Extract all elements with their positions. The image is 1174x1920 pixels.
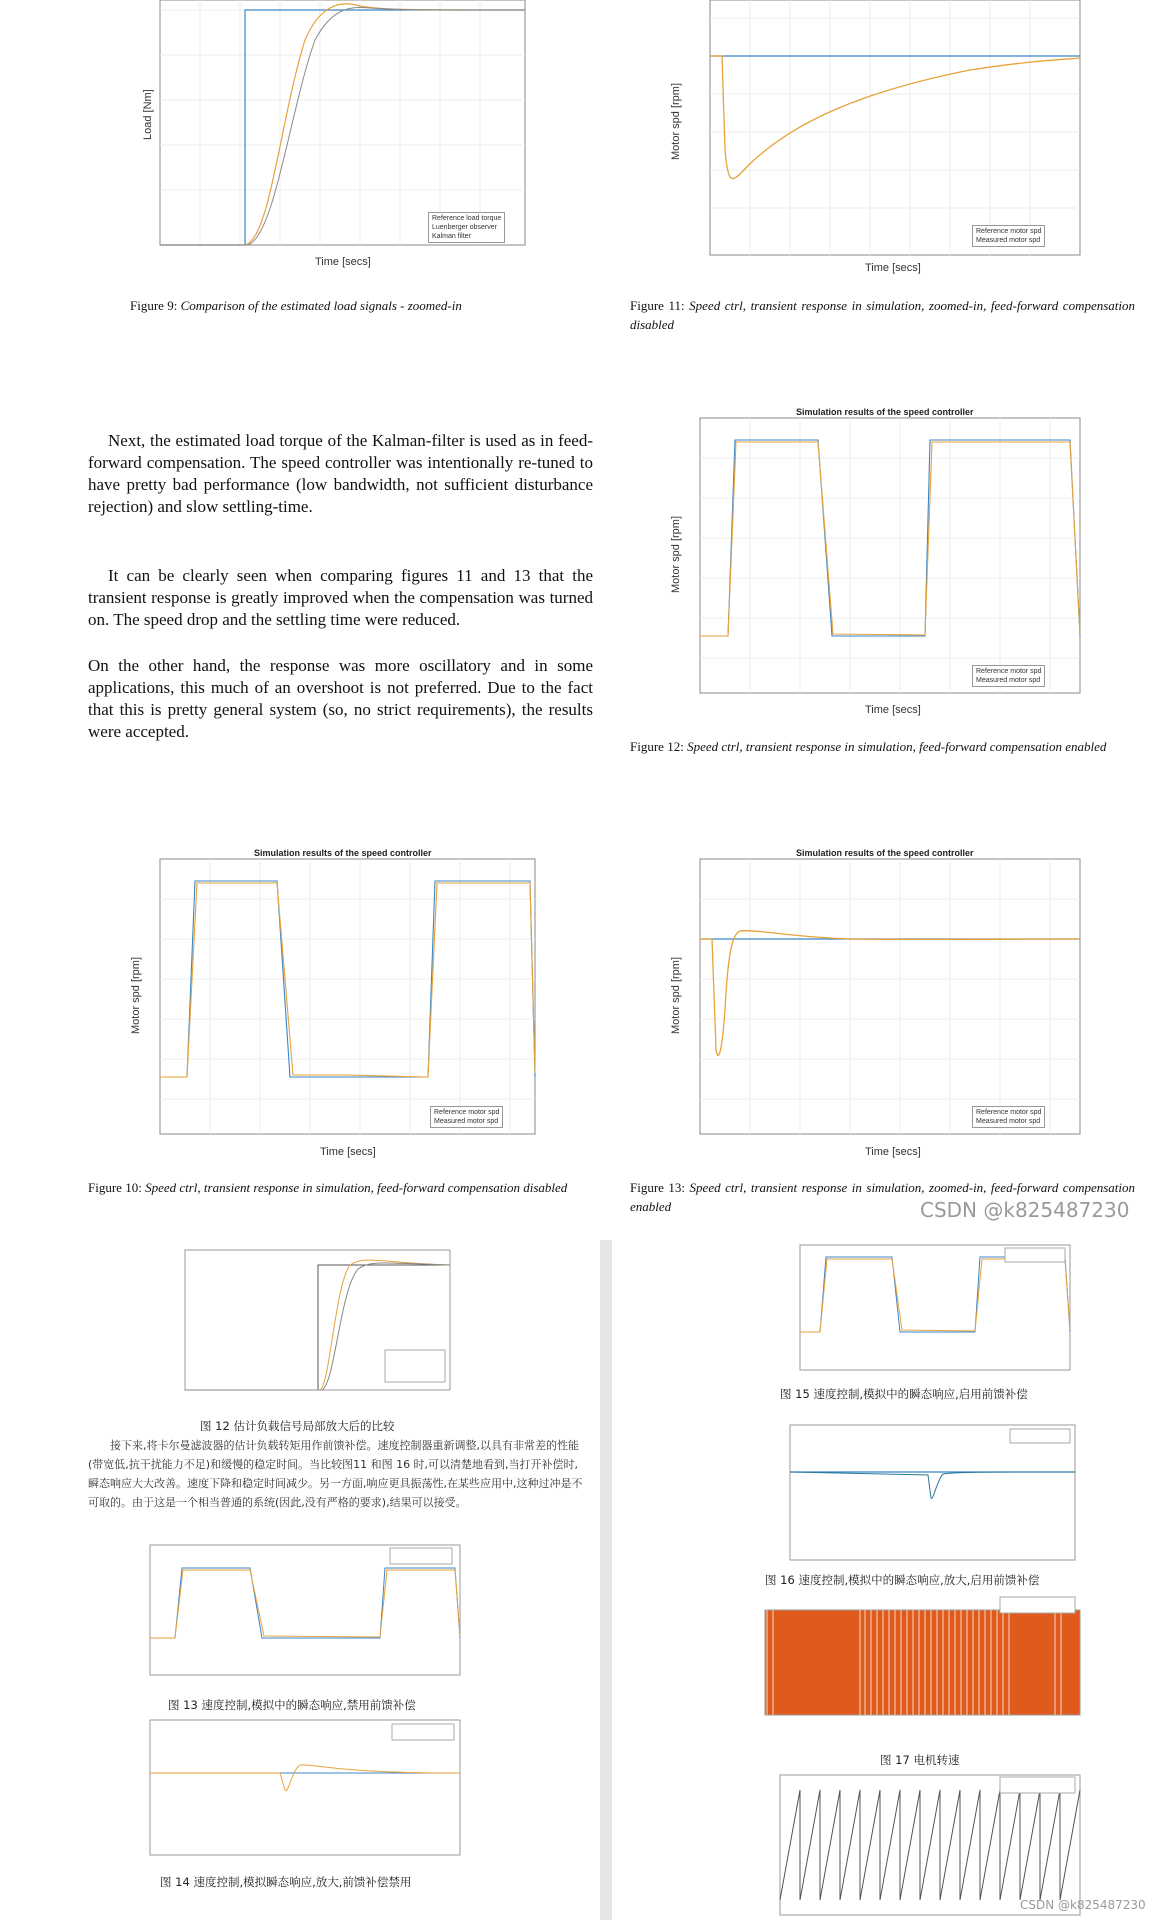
figure-9-legend-item: Luenberger observer xyxy=(432,224,497,231)
figure-10-legend xyxy=(430,1106,503,1128)
figure-11-axes xyxy=(710,0,1080,255)
figure-10-axes xyxy=(160,859,535,1134)
cn-fig16-plot xyxy=(765,1420,1080,1570)
column-divider xyxy=(600,1240,612,1920)
cn-fig15-svg xyxy=(780,1240,1080,1380)
cn-fig17-fill xyxy=(765,1610,1080,1715)
figure-9-caption xyxy=(130,296,580,315)
figure-10-xlabel: Time [secs] xyxy=(320,1146,376,1158)
cn-fig17-caption: 图 17 电机转速 xyxy=(880,1753,960,1767)
figure-13-legend xyxy=(972,1106,1045,1128)
paragraph-2: It can be clearly seen when comparing figures 11 and 13 that the transient response is greatly improved when the compensation was turned on. The speed drop and the settling time were reduced. xyxy=(88,566,593,629)
cn-fig12-plot xyxy=(170,1245,470,1405)
figure-13-legend-item: Measured motor spd xyxy=(976,1118,1041,1125)
cn-fig13-legend xyxy=(390,1548,452,1564)
figure-10-plot-title: Simulation results of the speed controller xyxy=(254,848,432,858)
figure-11-xlabel: Time [secs] xyxy=(865,262,921,274)
cn-fig14-caption: 图 14 速度控制,模拟瞬态响应,放大,前馈补偿禁用 xyxy=(160,1875,412,1889)
cn-paragraph: 接下来,将卡尔曼滤波器的估计负载转矩用作前馈补偿。速度控制器重新调整,以具有非常差的性能(带宽低,抗干扰能力不足)和缓慢的稳定时间。当比较图11 和图 16 时,可以清楚地看到,当打开补偿时,瞬态响应大大改善。速度下降和稳定时间减少。另一方面,响应更具振荡性,在某些应用中,这种过冲是不可取的。由于这是一个相当普通的系统(因此,没有严格的要求),结果可以接受。 xyxy=(88,1439,583,1509)
figure-12-caption-prefix: Figure 12: xyxy=(630,739,684,754)
cn-fig15-axes xyxy=(800,1245,1070,1370)
figure-12-axes xyxy=(700,418,1080,693)
figure-10-caption-text: Speed ctrl, transient response in simulation, feed-forward compensation disabled xyxy=(145,1180,568,1195)
figure-10-ylabel: Motor spd [rpm] xyxy=(130,956,142,1034)
figure-10-caption xyxy=(88,1178,593,1197)
figure-11-plot xyxy=(670,0,1090,280)
figure-11-ylabel: Motor spd [rpm] xyxy=(670,82,682,160)
cn-fig17-plot xyxy=(755,1595,1085,1725)
figure-11-legend-item: Reference motor spd xyxy=(976,228,1042,235)
cn-fig15-plot xyxy=(780,1240,1080,1380)
figure-9-caption-prefix: Figure 9: xyxy=(130,298,178,313)
cn-fig13-caption: 图 13 速度控制,模拟中的瞬态响应,禁用前馈补偿 xyxy=(168,1698,416,1712)
figure-12-caption-text: Speed ctrl, transient response in simulation, feed-forward compensation enabled xyxy=(687,739,1107,754)
figure-10-plot xyxy=(125,859,555,1159)
figure-9-plot xyxy=(110,0,550,270)
figure-9-xlabel: Time [secs] xyxy=(315,256,371,268)
cn-fig12-svg xyxy=(170,1245,470,1405)
figure-12-xlabel: Time [secs] xyxy=(865,704,921,716)
figure-11-legend xyxy=(972,225,1045,247)
figure-13-plot xyxy=(670,859,1090,1159)
figure-13-axes xyxy=(700,859,1080,1134)
figure-13-legend-item: Reference motor spd xyxy=(976,1109,1042,1116)
cn-fig15-caption: 图 15 速度控制,模拟中的瞬态响应,启用前馈补偿 xyxy=(780,1387,1028,1401)
figure-13-plot-title: Simulation results of the speed controller xyxy=(796,848,974,858)
figure-9-legend-item: Kalman filter xyxy=(432,233,471,240)
cn-fig16-svg xyxy=(765,1420,1080,1570)
cn-fig12-legend xyxy=(385,1350,445,1382)
cn-sawtooth-legend xyxy=(1000,1777,1075,1793)
figure-11-caption-prefix: Figure 11: xyxy=(630,298,685,313)
figure-12-plot xyxy=(670,418,1090,718)
figure-12-legend-item: Reference motor spd xyxy=(976,668,1042,675)
cn-fig13-svg xyxy=(130,1540,470,1690)
figure-9-ylabel: Load [Nm] xyxy=(142,89,154,140)
figure-9-legend xyxy=(428,212,505,243)
cn-fig15-legend xyxy=(1005,1248,1065,1262)
cn-fig14-legend xyxy=(392,1724,454,1740)
cn-fig16-axes xyxy=(790,1425,1075,1560)
cn-fig13-plot xyxy=(130,1540,470,1690)
figure-10-legend-item: Reference motor spd xyxy=(434,1109,500,1116)
cn-fig17-legend xyxy=(1000,1597,1075,1613)
cn-fig14-svg xyxy=(130,1715,470,1870)
figure-11-caption-text: Speed ctrl, transient response in simulation, zoomed-in, feed-forward compensation disabled xyxy=(630,298,1136,332)
watermark-mid: CSDN @k825487230 xyxy=(920,1198,1130,1222)
figure-13-caption-text: Speed ctrl, transient response in simulation, zoomed-in, feed-forward compensation enabled xyxy=(630,1180,1136,1214)
cn-fig12-caption: 图 12 估计负载信号局部放大后的比较 xyxy=(200,1419,395,1433)
cn-fig17-svg xyxy=(755,1595,1085,1725)
figure-12-legend-item: Measured motor spd xyxy=(976,677,1041,684)
figure-9-axes xyxy=(160,0,525,245)
figure-11-legend-item: Measured motor spd xyxy=(976,237,1041,244)
watermark-bottom: CSDN @k825487230 xyxy=(1020,1898,1146,1912)
figure-9-legend-item: Reference load torque xyxy=(432,215,502,222)
figure-13-xlabel: Time [secs] xyxy=(865,1146,921,1158)
figure-12-plot-title: Simulation results of the speed controller xyxy=(796,407,974,417)
figure-12-caption xyxy=(630,737,1135,756)
figure-13-ylabel: Motor spd [rpm] xyxy=(670,956,682,1034)
cn-fig16-caption: 图 16 速度控制,模拟中的瞬态响应,放大,启用前馈补偿 xyxy=(765,1573,1040,1587)
figure-11-caption xyxy=(630,296,1135,334)
cn-fig16-legend xyxy=(1010,1429,1070,1443)
figure-10-caption-prefix: Figure 10: xyxy=(88,1180,142,1195)
figure-9-caption-text: Comparison of the estimated load signals - zoomed-in xyxy=(180,298,462,313)
figure-12-ylabel: Motor spd [rpm] xyxy=(670,515,682,593)
figure-12-legend xyxy=(972,665,1045,687)
paragraph-1: Next, the estimated load torque of the Kalman-filter is used as in feed-forward compensation. The speed controller was intentionally re-tuned to have pretty bad performance (low bandwidth, not sufficient disturbance rejection) and slow settling-time. xyxy=(88,431,593,516)
figure-13-caption-prefix: Figure 13: xyxy=(630,1180,686,1195)
cn-fig14-plot xyxy=(130,1715,470,1870)
figure-10-legend-item: Measured motor spd xyxy=(434,1118,499,1125)
paragraph-3: On the other hand, the response was more oscillatory and in some applications, this much of an overshoot is not preferred. Due to the fact that this is pretty general system (so, no strict requirements), the results were accepted. xyxy=(88,656,593,741)
